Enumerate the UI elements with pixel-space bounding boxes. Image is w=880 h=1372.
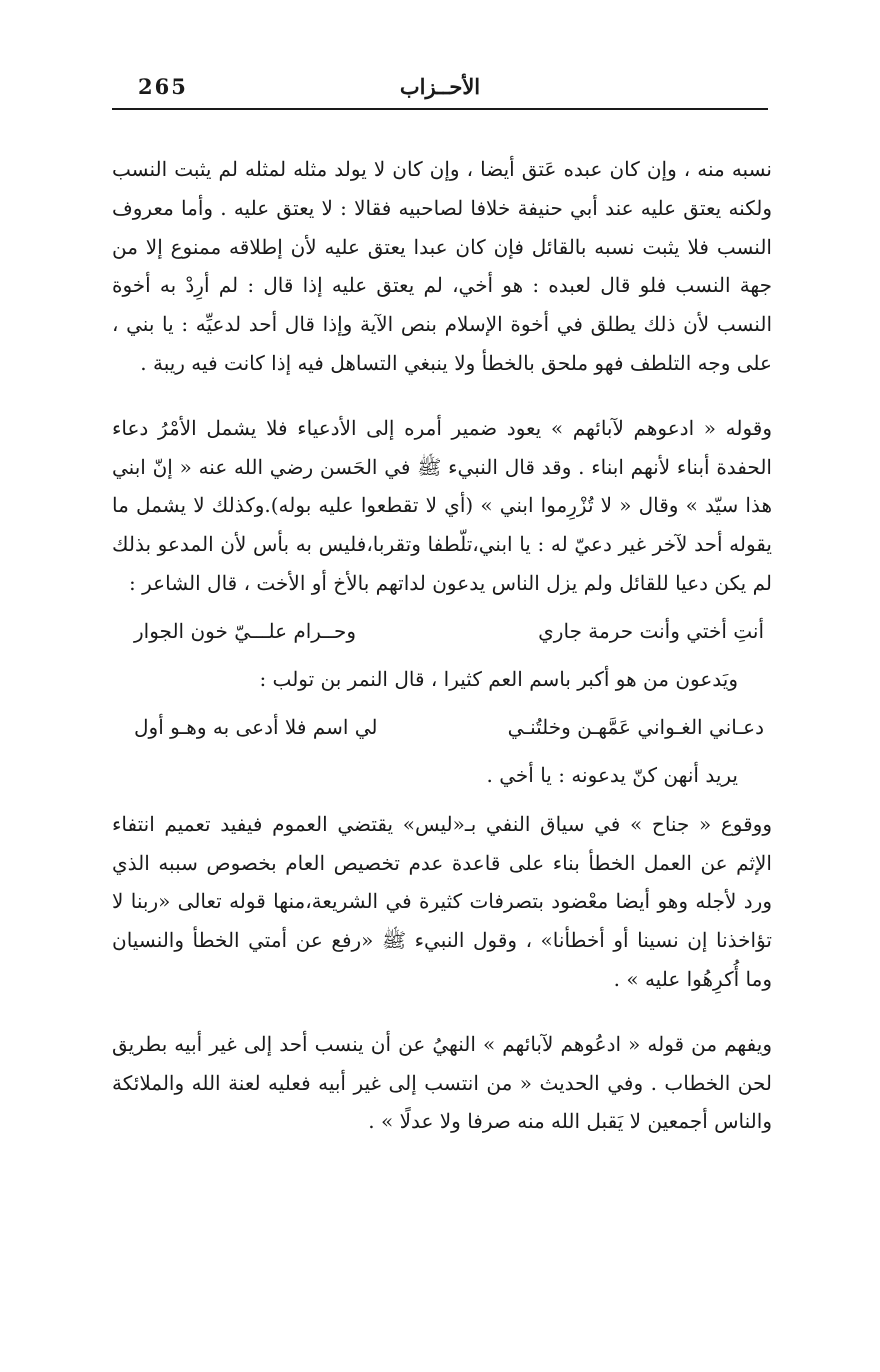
verse-1-first-hemistich: أنتِ أختي وأنت حرمة جاري: [538, 618, 764, 643]
verse-2-first-hemistich: دعـاني الغـواني عَمَّهـن وخلتُنـي: [507, 714, 764, 739]
verse-explanation-line: يريد أنهن كنّ يدعونه : يا أخي .: [486, 762, 738, 787]
page-number: 265: [138, 74, 188, 99]
paragraph-4: ويفهم من قوله « ادعُوهم لآبائهم » النهيُ عن أن ينسب أحد إلى غير أبيه بطريق لحن الخطاب . وفي الحديث « من انتسب إلى غير أبيه فعليه لعنة الله والملائكة والناس أجمعين لا يَقبل الله منه صرفا ولا عدلًا » .: [112, 1031, 772, 1134]
page-header: [112, 70, 768, 106]
poet-intro-line: ويَدعون من هو أكبر باسم العم كثيرا ، قال النمر بن تولب :: [259, 666, 738, 691]
paragraph-3: ووقوع « جناح » في سياق النفي بـ«ليس» يقتضي العموم فيفيد تعميم انتفاء الإثم عن العمل الخطأ بناء على قاعدة عدم تخصيص العام بخصوص سببه الذي ورد لأجله وهو أيضا معْضود بتصرفات كثيرة في الشريعة،منها قوله تعالى «ربنا لا تؤاخذنا إن نسينا أو أخطأنا» ، وقول النبيء ﷺ «رفع عن أمتي الخطأ والنسيان وما أُكرِهُوا عليه » .: [112, 811, 772, 991]
poetry-verse-2: [112, 707, 772, 747]
verse-1-second-hemistich: وحــرام علـــيّ خون الجوار: [134, 618, 357, 643]
paragraph-1: نسبه منه ، وإن كان عبده عَتق أيضا ، وإن كان لا يولد مثله لمثله لم يثبت النسب ولكنه يعتق عليه عند أبي حنيفة خلافا لصاحبيه فقالا : لا يعتق عليه . وأما معروف النسب فلا يثبت نسبه بالقائل فإن كان عبدا يعتق عليه لأن إطلاقه ممنوع إلا من جهة النسب فلو قال لعبده : هو أخي، لم يعتق عليه إذا قال : لم أرِدْ به أخوة النسب لأن ذلك يطلق في أخوة الإسلام بنص الآية وإذا قال أحد لدعيِّه : يا بني ، على وجه التلطف فهو ملحق بالخطأ ولا ينبغي التساهل فيه إذا كانت فيه ريبة .: [112, 157, 772, 375]
paragraph-2: وقوله « ادعوهم لآبائهم » يعود ضمير أمره إلى الأدعياء فلا يشمل الأمْرُ دعاء الحفدة أبناء لأنهم ابناء . وقد قال النبيء ﷺ في الحَسن رضي الله عنه « إنّ ابني هذا سيّد » وقال « لا تُزْرِموا ابني » (أي لا تقطعوا عليه بوله).وكذلك لا يشمل ما يقوله أحد لآخر غير دعيّ له : يا ابني،تلّطفا وتقربا،فليس به بأس لأن المدعو بذلك لم يكن دعيا للقائل ولم يزل الناس يدعون لداتهم بالأخ أو الأخت ، قال الشاعر :: [112, 415, 772, 595]
running-title: الأحــزاب: [399, 74, 481, 99]
verse-2-second-hemistich: لي اسم فلا أدعى به وهـو أول: [134, 714, 378, 739]
page-body: [112, 150, 772, 1141]
poetry-verse-1: [112, 611, 772, 651]
header-divider: [112, 108, 768, 110]
